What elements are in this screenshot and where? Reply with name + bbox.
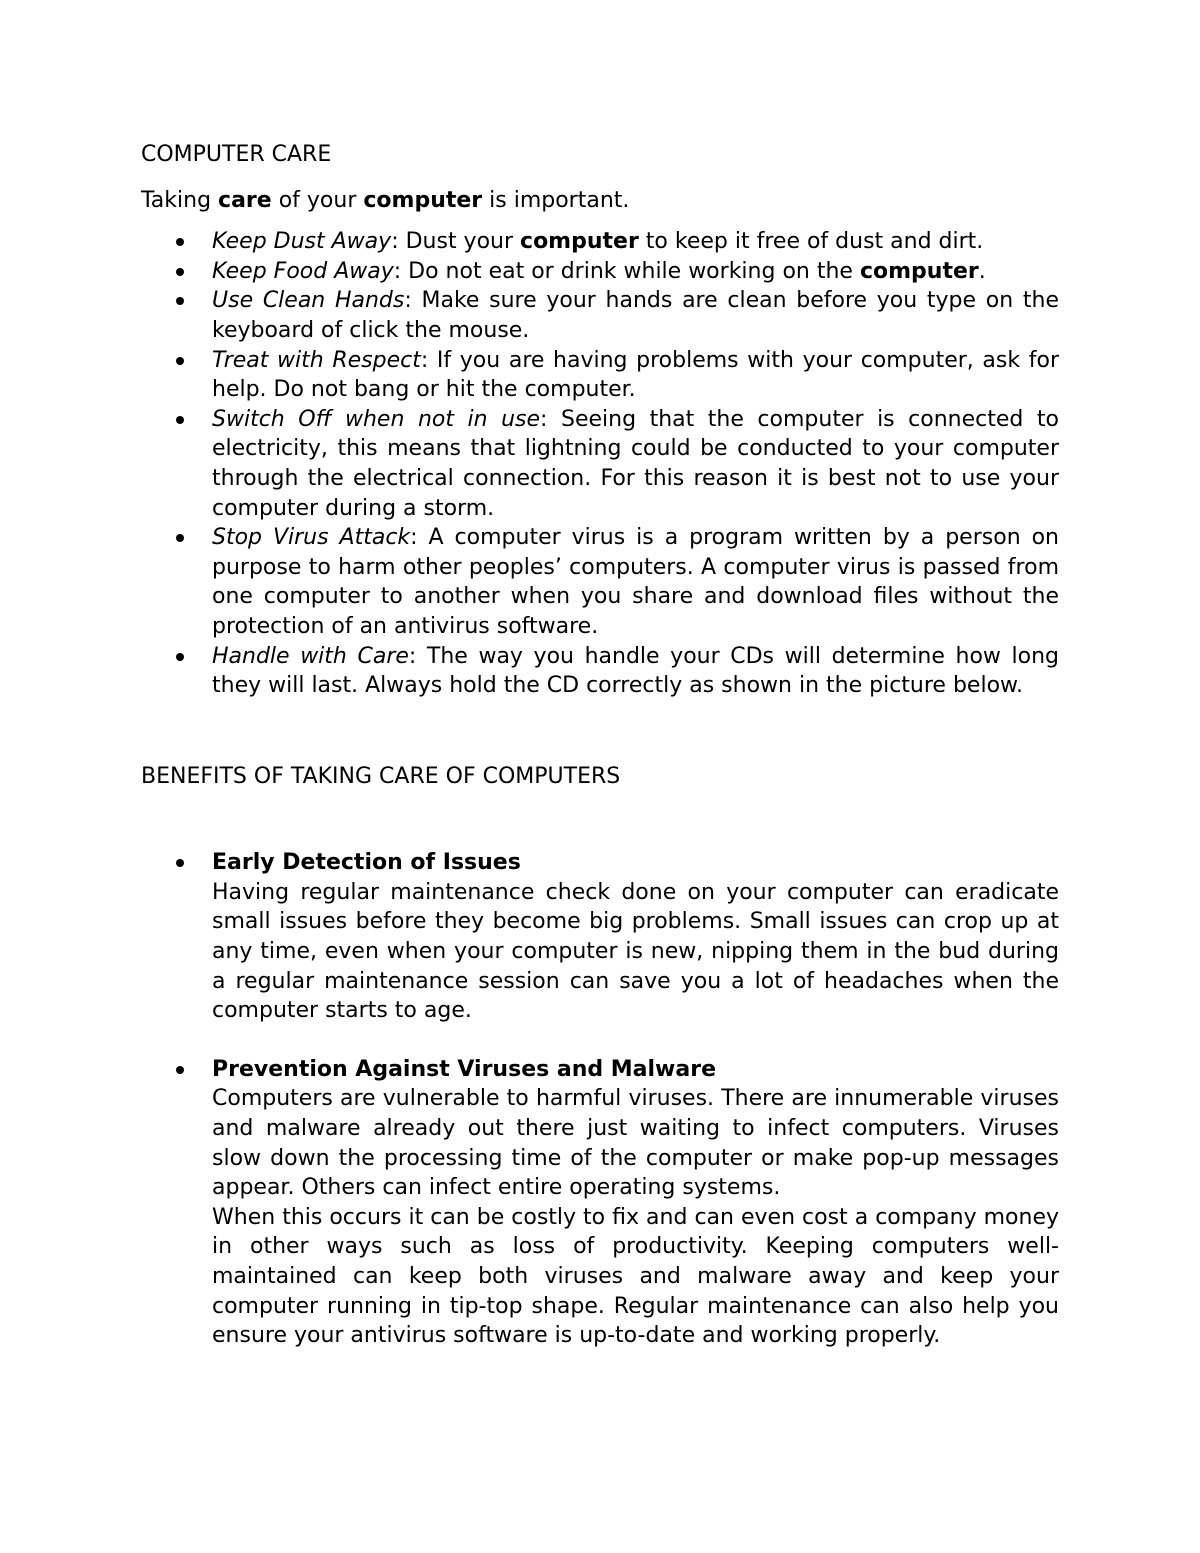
document-page bbox=[141, 140, 1059, 1351]
tip-label: Treat with Respect bbox=[212, 347, 421, 373]
benefit-title: Early Detection of Issues bbox=[212, 850, 521, 876]
intro-text: is important. bbox=[482, 187, 630, 213]
tip-label: Keep Dust Away bbox=[212, 229, 392, 255]
tip-text: : A computer virus is a program written by a person on purpose to harm other peoples’ computers. A computer virus is passed from one computer to another when you share and download files without the protection of an antivirus software. bbox=[212, 525, 1059, 639]
tip-bold: computer bbox=[859, 258, 979, 284]
tip-text: : Do not eat or drink while working on the bbox=[393, 258, 860, 284]
list-item bbox=[141, 1055, 1059, 1351]
benefits-list bbox=[141, 848, 1059, 1351]
tip-text: : The way you handle your CDs will determine how long they will last. Always hold the CD correctly as shown in the picture below. bbox=[212, 643, 1060, 699]
intro-bold-care: care bbox=[218, 187, 272, 213]
benefit-text: Having regular maintenance check done on your computer can eradicate small issues before they become big problems. Small issues can crop up at any time, even when your computer is new, nipping them in the bud during a regular maintenance session can save you a lot of headaches when the computer starts to age. bbox=[212, 879, 1059, 1024]
tip-bold: computer bbox=[520, 229, 639, 255]
list-item bbox=[141, 227, 1059, 257]
tip-label: Switch Off when not in use bbox=[212, 406, 541, 432]
tip-text: . bbox=[978, 258, 986, 284]
intro-text: of your bbox=[271, 187, 364, 213]
intro-bold-computer: computer bbox=[363, 187, 483, 213]
tip-label: Use Clean Hands bbox=[212, 288, 405, 314]
intro-paragraph bbox=[141, 186, 1059, 216]
tip-text: to keep it free of dust and dirt. bbox=[638, 229, 984, 255]
benefit-text-continued: When this occurs it can be costly to fix and can even cost a company money in other ways such as loss of productivity. Keeping computers well-maintained can keep both viruses and malware away and keep your computer running in tip-top shape. Regular maintenance can also help you ensure your antivirus software is up-to-date and working properly. bbox=[212, 1204, 1059, 1349]
list-item bbox=[141, 286, 1059, 345]
list-item bbox=[141, 642, 1059, 701]
tip-text: : If you are having problems with your computer, ask for help. Do not bang or hit the computer. bbox=[212, 347, 1059, 403]
tip-label: Stop Virus Attack bbox=[212, 525, 411, 551]
list-item bbox=[141, 848, 1059, 1026]
tip-text: : Seeing that the computer is connected to electricity, this means that lightning could be conducted to your computer through the electrical connection. For this reason it is best not to use your computer during a storm. bbox=[212, 406, 1059, 521]
list-item bbox=[141, 257, 1059, 287]
list-item bbox=[141, 523, 1059, 641]
benefits-heading: BENEFITS OF TAKING CARE OF COMPUTERS bbox=[141, 763, 621, 789]
tip-text: : Dust your bbox=[391, 229, 521, 255]
list-item bbox=[141, 346, 1059, 405]
tip-label: Handle with Care bbox=[212, 643, 409, 669]
tip-label: Keep Food Away bbox=[212, 258, 394, 284]
list-item bbox=[141, 405, 1059, 523]
intro-text: Taking bbox=[141, 187, 219, 213]
tip-text: : Make sure your hands are clean before you type on the keyboard of click the mouse. bbox=[212, 288, 1059, 343]
benefit-text: Computers are vulnerable to harmful viruses. There are innumerable viruses and malware already out there just waiting to infect computers. Viruses slow down the processing time of the computer or make pop-up messages appear. Others can infect entire operating systems. bbox=[212, 1086, 1059, 1201]
benefit-title: Prevention Against Viruses and Malware bbox=[212, 1056, 717, 1082]
document-title: COMPUTER CARE bbox=[141, 142, 332, 167]
care-tips-list bbox=[141, 227, 1059, 701]
